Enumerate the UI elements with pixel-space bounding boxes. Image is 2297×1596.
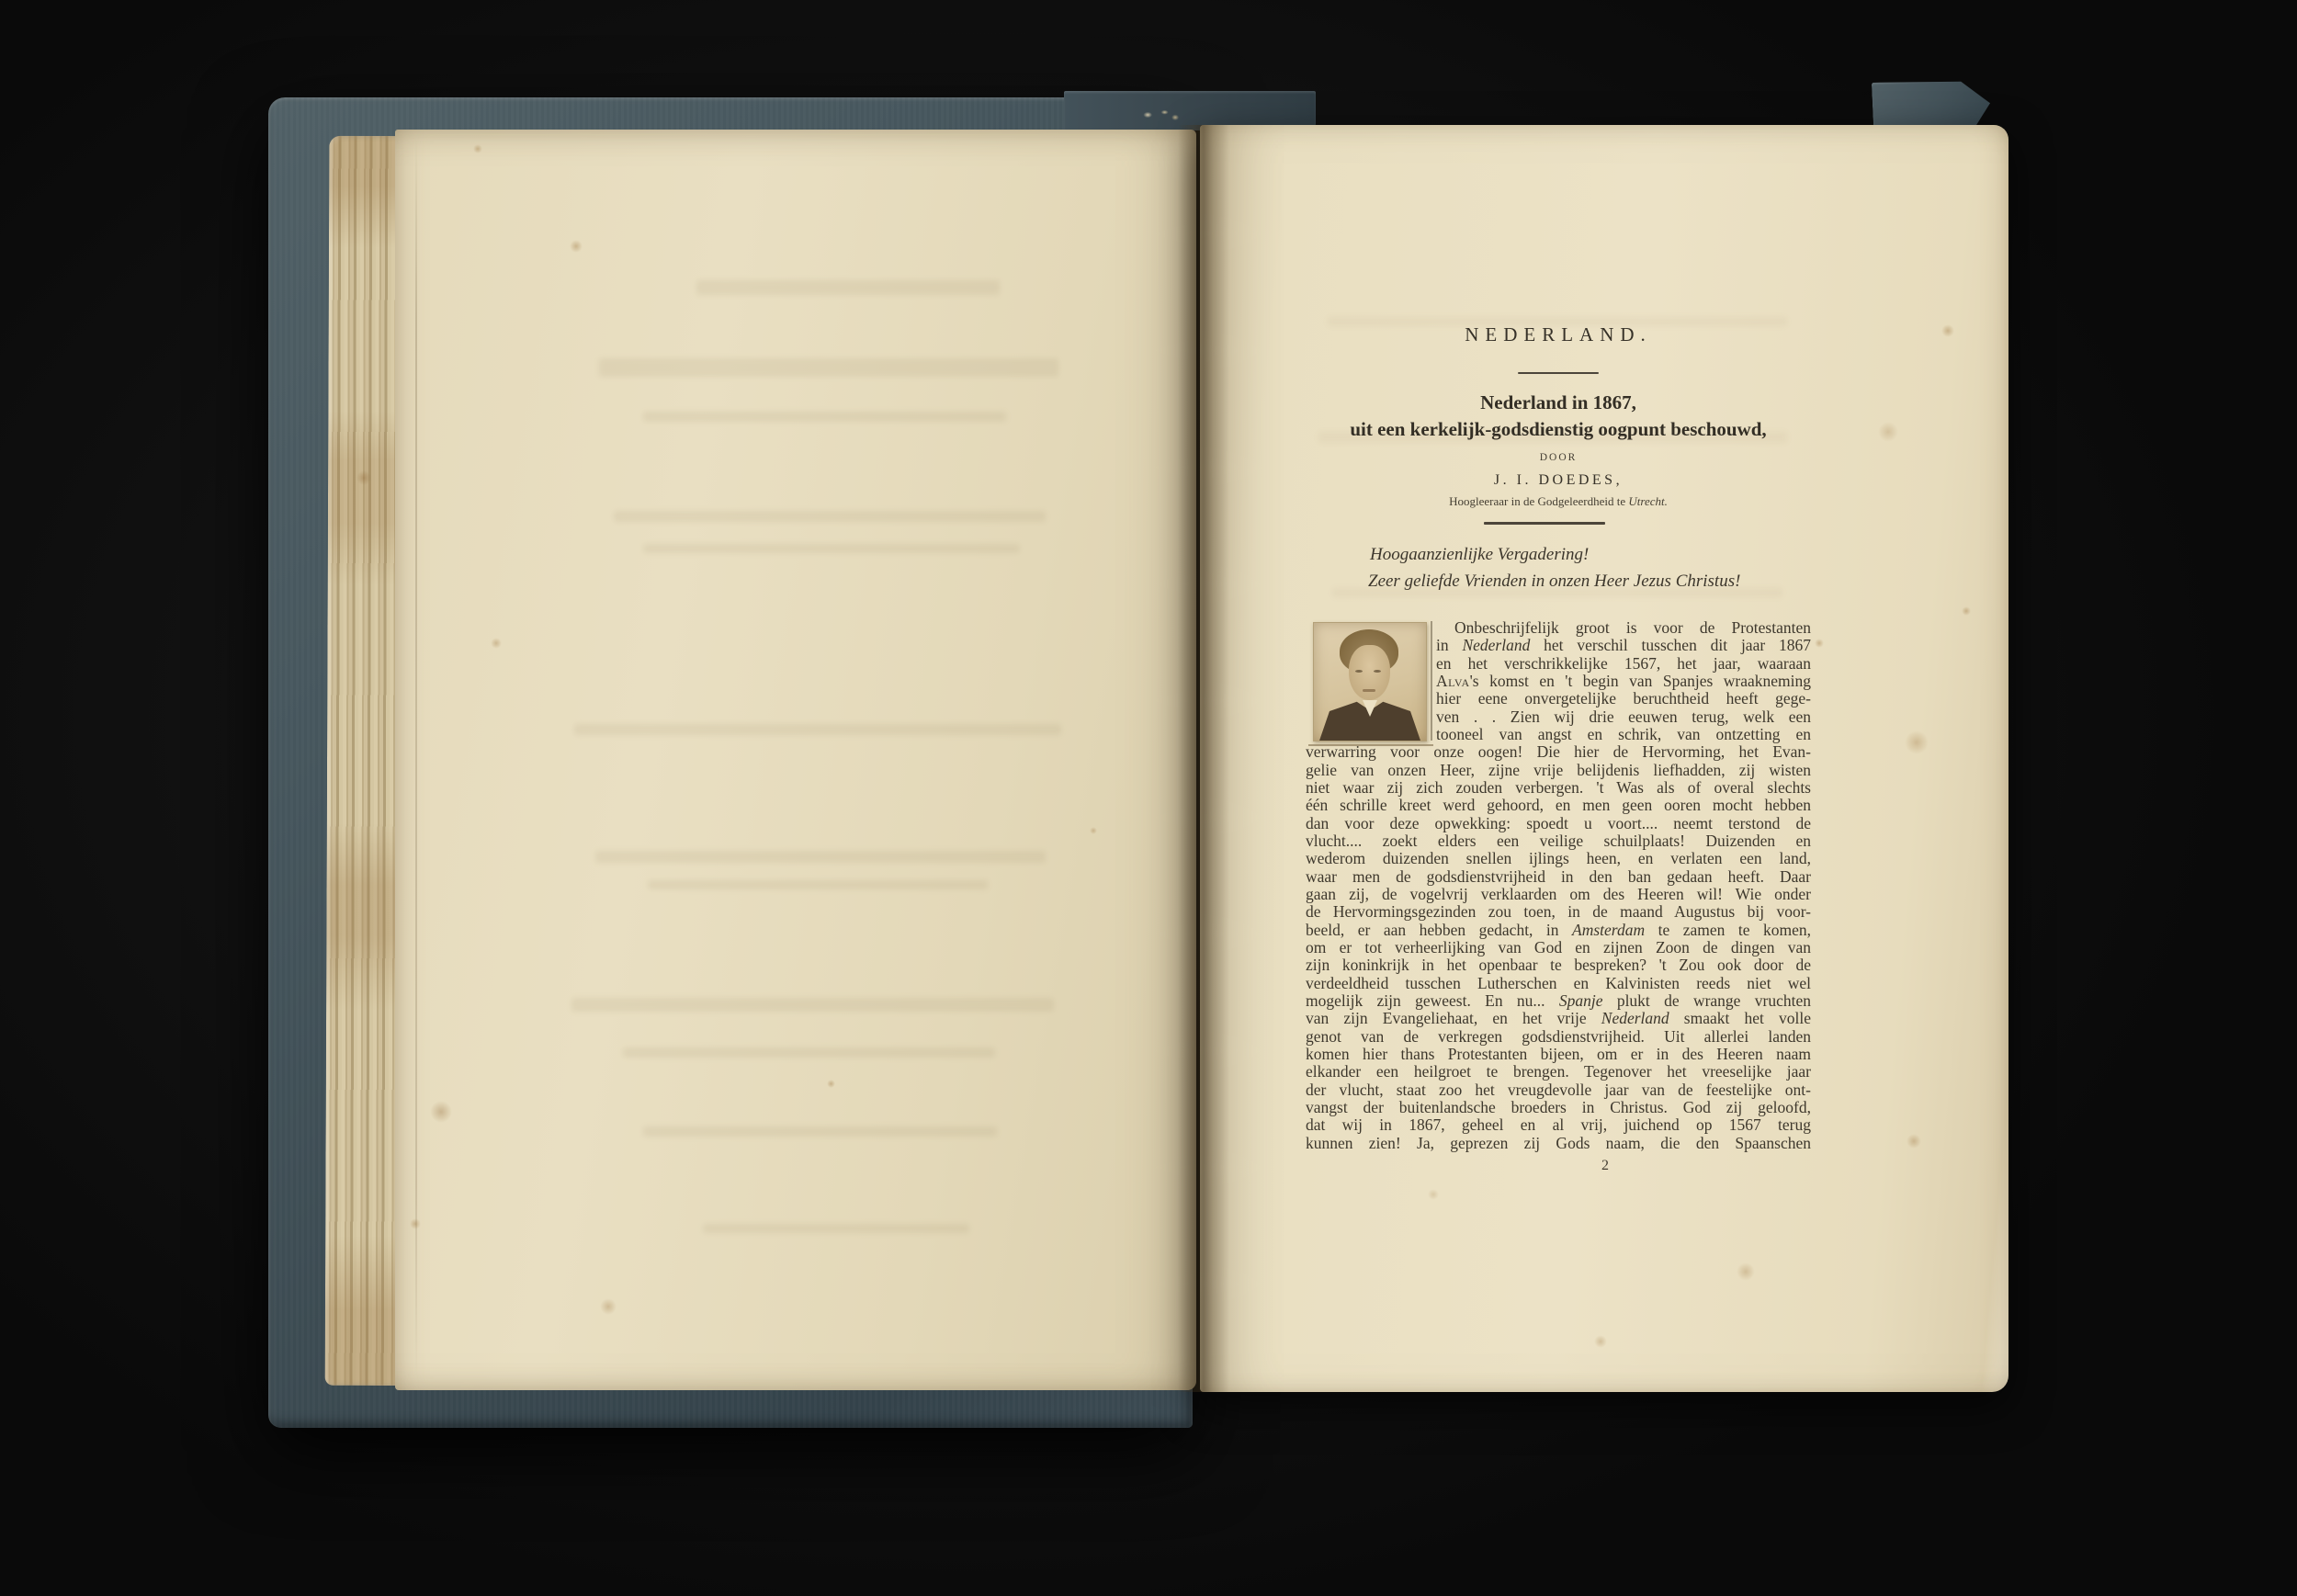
foxing-spot [600, 1298, 617, 1315]
foxing-spot [1905, 730, 1929, 754]
showthrough-line [648, 880, 988, 889]
foxing-spot [1090, 827, 1097, 834]
foxing-spot [356, 470, 371, 485]
foxing-spot [827, 1080, 835, 1088]
foxing-spot [1815, 639, 1824, 648]
body-text-line: zijn koninkrijk in het openbaar te bespreken? 't Zou ook door de [1306, 956, 1811, 975]
affiliation-text: Hoogleeraar in de Godgeleerdheid te [1449, 494, 1629, 508]
showthrough-line [696, 280, 1000, 295]
body-text [1306, 619, 1811, 1152]
foxing-spot [1737, 1262, 1755, 1281]
body-text-line: niet waar zij zich zouden verbergen. 't Was als of overal slechts [1306, 777, 1811, 797]
body-text-line: vlucht.... zoekt elders een veilige schuilplaats! Duizenden en [1306, 831, 1811, 850]
body-text-line: mogelijk zijn geweest. En nu... Spanje plukt de wrange vruchten [1306, 990, 1811, 1010]
body-text-line: de Hervormingsgezinden zou toen, in de maand Augustus bij voor- [1306, 902, 1811, 922]
body-text-line: elkander een heilgroet te brengen. Tegenover het vreeselijke jaar [1306, 1062, 1811, 1081]
salutation-line2: Zeer geliefde Vrienden in onzen Heer Jezus Christus! [1368, 572, 1741, 591]
foxing-spot [1907, 1134, 1921, 1149]
foxing-spot [1878, 422, 1898, 442]
body-text-line: Alva's komst en 't begin van Spanjes wraakneming [1436, 671, 1811, 690]
body-text-line: en het verschrikkelijke 1567, het jaar, waaraan [1436, 653, 1811, 673]
body-text-line: gelie van onzen Heer, zijne vrije belijdenis liefhadden, zij wisten [1306, 760, 1811, 779]
body-text-line: gaan zij, de vogelvrij verklaarden om des Heeren wil! Wie onder [1306, 884, 1811, 903]
body-text-line: wederom duizenden snellen ijlings heen, en verlaten een land, [1306, 849, 1811, 868]
body-text-line: Onbeschrijfelijk groot is voor de Protestanten [1454, 618, 1811, 637]
showthrough-line [571, 998, 1054, 1012]
divider-rule [1518, 372, 1599, 374]
showthrough-line [643, 544, 1020, 553]
running-head: NEDERLAND. [1465, 323, 1652, 345]
showthrough-line [643, 412, 1006, 422]
body-text-line: komen hier thans Protestanten bijeen, om er in des Heeren naam [1306, 1044, 1811, 1063]
foxing-spot [1941, 324, 1954, 337]
foxing-spot [570, 240, 583, 253]
body-text-line: één schrille kreet werd gehoord, en men geen ooren mocht hebben [1306, 796, 1811, 815]
foxing-spot [410, 1218, 421, 1229]
body-text-line: verwarring voor onze oogen! Die hier de Hervorming, het Evan- [1306, 742, 1811, 762]
article-title-line1: Nederland in 1867, [1480, 391, 1636, 413]
body-text-line: dat wij in 1867, geheel en al vrij, juichend op 1567 terug [1306, 1115, 1811, 1135]
body-text-line: van zijn Evangeliehaat, en het vrije Nederland smaakt het volle [1306, 1009, 1811, 1028]
body-text-line: dan voor deze opwekking: spoedt u voort.... neemt terstond de [1306, 813, 1811, 832]
foxing-spot [491, 638, 502, 649]
showthrough-line [703, 1224, 969, 1233]
body-text-line: ven . . Zien wij drie eeuwen terug, welk een [1436, 707, 1811, 726]
author-name: J. I. DOEDES, [1493, 472, 1624, 488]
foxing-spot [1594, 1335, 1607, 1348]
body-text-line: verdeeldheid tusschen Lutherschen en Kalvinisten reeds niet wel [1306, 973, 1811, 992]
body-text-line: genot van de verkregen godsdienstvrijheid. Uit allerlei landen [1306, 1026, 1811, 1046]
showthrough-line [599, 358, 1058, 377]
body-text-line: in Nederland het verschil tusschen dit jaar 1867 [1436, 636, 1811, 655]
article-title-line2: uit een kerkelijk-godsdienstig oogpunt beschouwd, [1350, 418, 1767, 440]
spine-fray-threads [1139, 108, 1182, 121]
page-crease [415, 137, 417, 1377]
signature-mark: 2 [1601, 1158, 1609, 1173]
affiliation-city: Utrecht. [1628, 494, 1668, 508]
body-text-beside-photo [1436, 619, 1811, 743]
foxing-spot [430, 1101, 452, 1123]
showthrough-line [623, 1047, 995, 1058]
body-text-line: kunnen zien! Ja, geprezen zij Gods naam, die den Spaanschen [1306, 1133, 1811, 1152]
body-text-full-width [1306, 743, 1811, 1152]
body-text-line: waar men de godsdienstvrijheid in den ban gedaan heeft. Daar [1306, 866, 1811, 886]
showthrough-line [643, 1126, 997, 1137]
byline-label: DOOR [1539, 452, 1578, 463]
body-text-line: beeld, er aan hebben gedacht, in Amsterdam te zamen te komen, [1306, 920, 1811, 939]
salutation-line1: Hoogaanzienlijke Vergadering! [1370, 545, 1590, 564]
divider-rule [1484, 522, 1605, 525]
foxing-spot [473, 144, 482, 153]
text-column [1306, 125, 1811, 1392]
foxing-spot [1962, 606, 1971, 616]
cloth-scrap-top-right [1872, 77, 1991, 132]
foxing-spot [1428, 1189, 1439, 1200]
body-text-line: vangst der buitenlandsche broeders in Christus. God zij geloofd, [1306, 1097, 1811, 1116]
body-text-line: der vlucht, staat zoo het vreugdevolle jaar van de feestelijke ont- [1306, 1080, 1811, 1099]
body-text-line: hier eene onvergetelijke beruchtheid heeft gege- [1436, 689, 1811, 708]
author-affiliation [1306, 494, 1811, 509]
body-text-line: tooneel van angst en schrik, van ontzetting en [1436, 724, 1811, 743]
showthrough-line [595, 851, 1046, 863]
showthrough-line [614, 511, 1046, 522]
left-page-blank [395, 130, 1196, 1390]
showthrough-line [574, 724, 1061, 735]
body-text-line: om er tot verheerlijking van God en zijnen Zoon de dingen van [1306, 937, 1811, 956]
